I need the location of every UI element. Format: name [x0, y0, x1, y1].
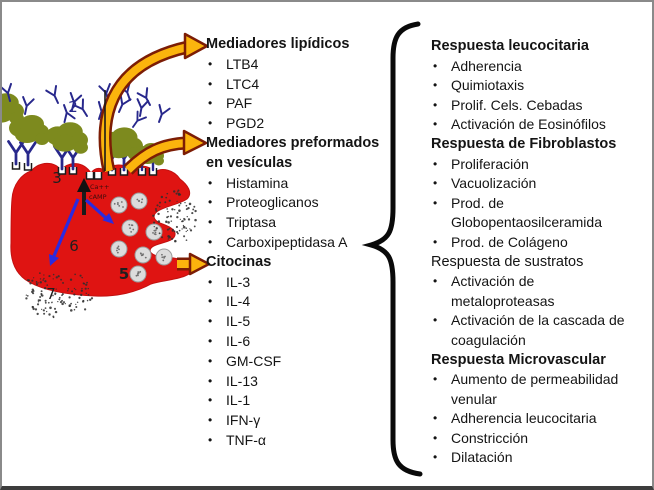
bullet-icon: •: [433, 58, 438, 73]
response-item-label: Vacuolización: [451, 175, 537, 192]
mediator-item-label: Histamina: [226, 174, 289, 191]
step-label-6: 6: [69, 237, 79, 255]
response-section-title: Respuesta de sustratos: [431, 253, 584, 270]
mediator-item-label: IL-5: [226, 313, 251, 330]
bullet-icon: •: [433, 117, 438, 132]
mediator-item-label: Proteoglicanos: [226, 194, 319, 211]
bullet-icon: •: [433, 156, 438, 171]
step-label-5: 5: [118, 265, 130, 283]
response-item-label: Adherencia leucocitaria: [451, 410, 597, 427]
bullet-icon: •: [433, 234, 438, 249]
bullet-icon: •: [208, 96, 213, 111]
bullet-icon: •: [433, 450, 438, 465]
mediator-item: [206, 312, 386, 332]
response-item: [431, 57, 640, 77]
response-item: [431, 115, 640, 135]
calcium-note-line1: Ca++: [90, 183, 110, 191]
mediator-item: [206, 352, 386, 372]
response-item-label: Adherencia: [451, 57, 522, 74]
mediator-item-label: IFN-γ: [226, 412, 261, 429]
bullet-icon: •: [208, 195, 213, 210]
mediator-item: [206, 411, 386, 431]
mediator-item: [206, 372, 386, 392]
bullet-icon: •: [433, 97, 438, 112]
response-item: [431, 96, 640, 116]
bullet-icon: •: [208, 215, 213, 230]
response-item-label: Aumento de permeabilidad venular: [451, 371, 619, 407]
mediator-item-label: IL-3: [226, 273, 251, 290]
mediators-column: [206, 35, 386, 451]
response-item: [431, 174, 640, 194]
step-label-7: 7: [46, 285, 56, 303]
bullet-icon: •: [208, 314, 213, 329]
response-section-title: Respuesta leucocitaria: [431, 38, 589, 54]
response-item: [431, 155, 640, 175]
bullet-icon: •: [433, 411, 438, 426]
bullet-icon: •: [208, 432, 213, 447]
mediator-item: [206, 292, 386, 312]
response-item: [431, 409, 640, 429]
bullet-icon: •: [433, 78, 438, 93]
mediator-item: [206, 94, 386, 114]
mediator-item-label: IL-4: [226, 293, 251, 310]
bullet-icon: •: [208, 393, 213, 408]
response-item: [431, 233, 640, 253]
response-item-label: Activación de metaloproteasas: [451, 273, 555, 309]
response-item: [431, 448, 640, 468]
bullet-icon: •: [208, 353, 213, 368]
mediator-section-title: Citocinas: [206, 253, 272, 270]
bullet-icon: •: [208, 56, 213, 71]
mediator-item-label: IL-6: [226, 332, 251, 349]
response-section-title: Respuesta Microvascular: [431, 351, 606, 368]
mediator-item: [206, 55, 386, 75]
mediator-item: [206, 273, 386, 293]
mediator-section-title: en vesículas: [206, 154, 293, 171]
calcium-note-line2: cAMP: [89, 193, 107, 201]
response-item: [431, 311, 640, 350]
mediator-item: [206, 213, 386, 233]
bullet-icon: •: [433, 313, 438, 328]
bullet-icon: •: [208, 76, 213, 91]
mediator-item-label: IL-1: [226, 392, 251, 409]
mediator-item-label: GM-CSF: [226, 352, 282, 369]
mediator-item: [206, 75, 386, 95]
response-section-title: Respuesta de Fibroblastos: [431, 135, 617, 152]
bullet-icon: •: [433, 176, 438, 191]
mediator-item: [206, 193, 386, 213]
mediator-item-label: LTC4: [226, 75, 260, 92]
response-item-label: Activación de Eosinófilos: [451, 116, 606, 133]
bullet-icon: •: [433, 274, 438, 289]
response-item: [431, 194, 640, 233]
response-item-label: Activación de la cascada de coagulación: [451, 312, 625, 348]
bullet-icon: •: [208, 294, 213, 309]
mediator-item-label: LTB4: [226, 55, 259, 72]
response-item: [431, 272, 640, 311]
response-item-label: Prod. de Globopentaosilceramida: [451, 194, 602, 231]
mediator-section-title: Mediadores preformados: [206, 134, 380, 151]
bullet-icon: •: [208, 413, 213, 428]
response-item: [431, 76, 640, 96]
bullet-icon: •: [208, 373, 213, 388]
bullet-icon: •: [433, 195, 438, 210]
bullet-icon: •: [433, 430, 438, 445]
mediator-item: [206, 431, 386, 451]
response-item-label: Prod. de Colágeno: [451, 233, 568, 250]
response-item-label: Quimiotaxis: [451, 77, 525, 94]
bullet-icon: •: [208, 333, 213, 348]
response-item: [431, 429, 640, 449]
mediator-section-title: Mediadores lipídicos: [206, 36, 350, 52]
mediator-item: [206, 332, 386, 352]
mediator-item-label: IL-13: [226, 372, 258, 389]
mediator-item-label: TNF-α: [226, 431, 266, 448]
bullet-icon: •: [208, 116, 213, 131]
bullet-icon: •: [208, 274, 213, 289]
response-item-label: Prolif. Cels. Cebadas: [451, 96, 583, 113]
mediator-item-label: PAF: [226, 95, 253, 112]
response-item-label: Constricción: [451, 429, 529, 446]
response-item-label: Dilatación: [451, 449, 513, 466]
mediator-item-label: Triptasa: [226, 214, 277, 231]
response-item: [431, 370, 640, 409]
mediator-item-label: Carboxipeptidasa A: [226, 233, 348, 250]
mediator-item: [206, 174, 386, 194]
step-label-3: 3: [52, 169, 62, 187]
bullet-icon: •: [208, 175, 213, 190]
mediator-item-label: PGD2: [226, 115, 265, 132]
bullet-icon: •: [208, 234, 213, 249]
responses-column: [431, 37, 640, 468]
step-label-2: 2: [68, 98, 78, 116]
mediator-item: [206, 114, 386, 134]
bullet-icon: •: [433, 372, 438, 387]
mediator-item: [206, 391, 386, 411]
mediator-item: [206, 233, 386, 253]
response-item-label: Proliferación: [451, 155, 529, 172]
